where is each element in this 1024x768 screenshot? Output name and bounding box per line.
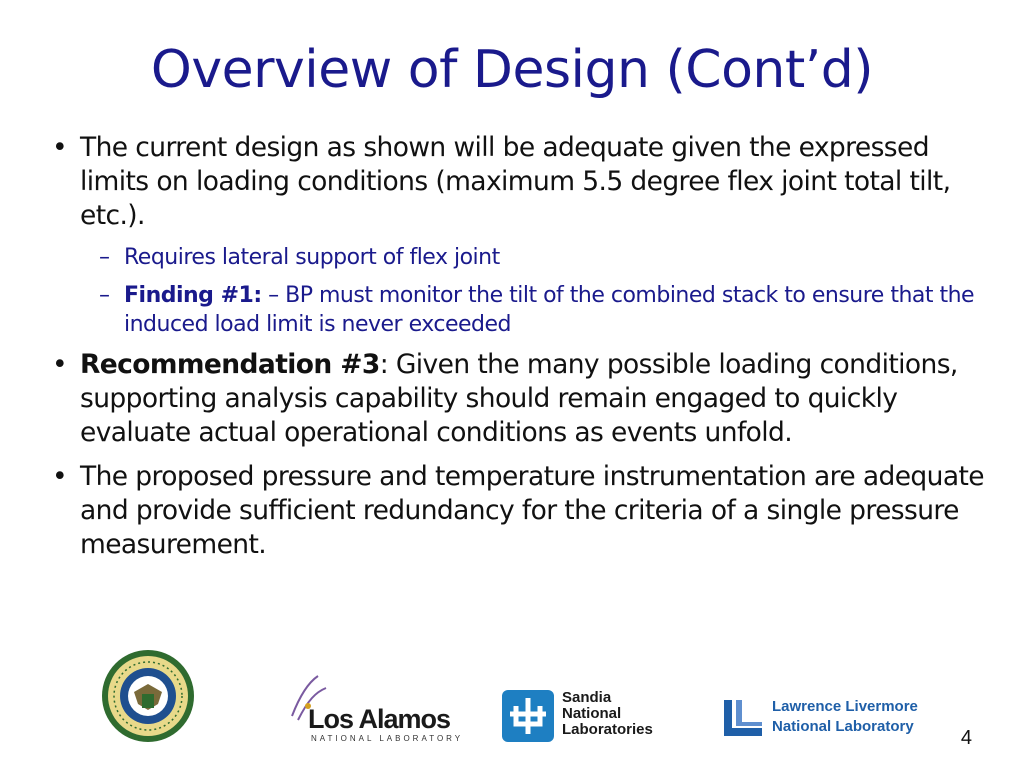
bullet-dot-icon: • xyxy=(52,132,68,163)
los-alamos-subtitle: NATIONAL LABORATORY xyxy=(311,734,464,743)
bullet-text: The current design as shown will be adequate given the expressed limits on loading conditions (maximum 5.5 degree flex joint total tilt, etc.). xyxy=(80,132,951,231)
dash-icon: – xyxy=(99,283,110,308)
slide-title: Overview of Design (Cont’d) xyxy=(150,40,874,100)
bullet-text: The proposed pressure and temperature instrumentation are adequate and provide sufficient redundancy for the criteria of a single pressure measurement. xyxy=(80,461,984,560)
dash-icon: – xyxy=(99,245,110,270)
logo-strip xyxy=(0,640,1024,768)
finding-label: Finding #1: xyxy=(124,283,262,308)
sandia-name xyxy=(562,690,653,738)
sandia-line-2: National xyxy=(562,705,622,722)
page-number: 4 xyxy=(960,727,972,749)
sandia-line-3: Laboratories xyxy=(562,721,653,738)
llnl-line-2: National Laboratory xyxy=(772,718,914,735)
bullet-item xyxy=(52,348,1002,450)
recommendation-label: Recommendation #3 xyxy=(80,349,380,380)
bullet-dot-icon: • xyxy=(52,461,68,492)
sandia-thunderbird-icon xyxy=(502,690,554,742)
llnl-logo-icon xyxy=(722,698,764,738)
doe-seal-icon xyxy=(100,648,196,744)
sub-bullet-text: – BP must monitor the tilt of the combined stack to ensure that the induced load limit is never exceeded xyxy=(124,283,975,337)
llnl-name xyxy=(772,697,918,737)
bullet-dot-icon: • xyxy=(52,349,68,380)
bullet-item xyxy=(52,460,1002,562)
sandia-line-1: Sandia xyxy=(562,689,612,706)
llnl-line-1: Lawrence Livermore xyxy=(772,698,918,715)
sub-bullet-item xyxy=(52,281,1002,339)
los-alamos-name: Los Alamos xyxy=(308,704,451,734)
sub-bullet-item xyxy=(52,243,1002,272)
slide-body xyxy=(52,131,1002,572)
bullet-item xyxy=(52,131,1002,233)
sub-bullet-text: Requires lateral support of flex joint xyxy=(124,245,500,270)
bullet-text: : Given the many possible loading conditions, supporting analysis capability should remain engaged to quickly evaluate actual operational conditions as events unfold. xyxy=(80,349,958,448)
